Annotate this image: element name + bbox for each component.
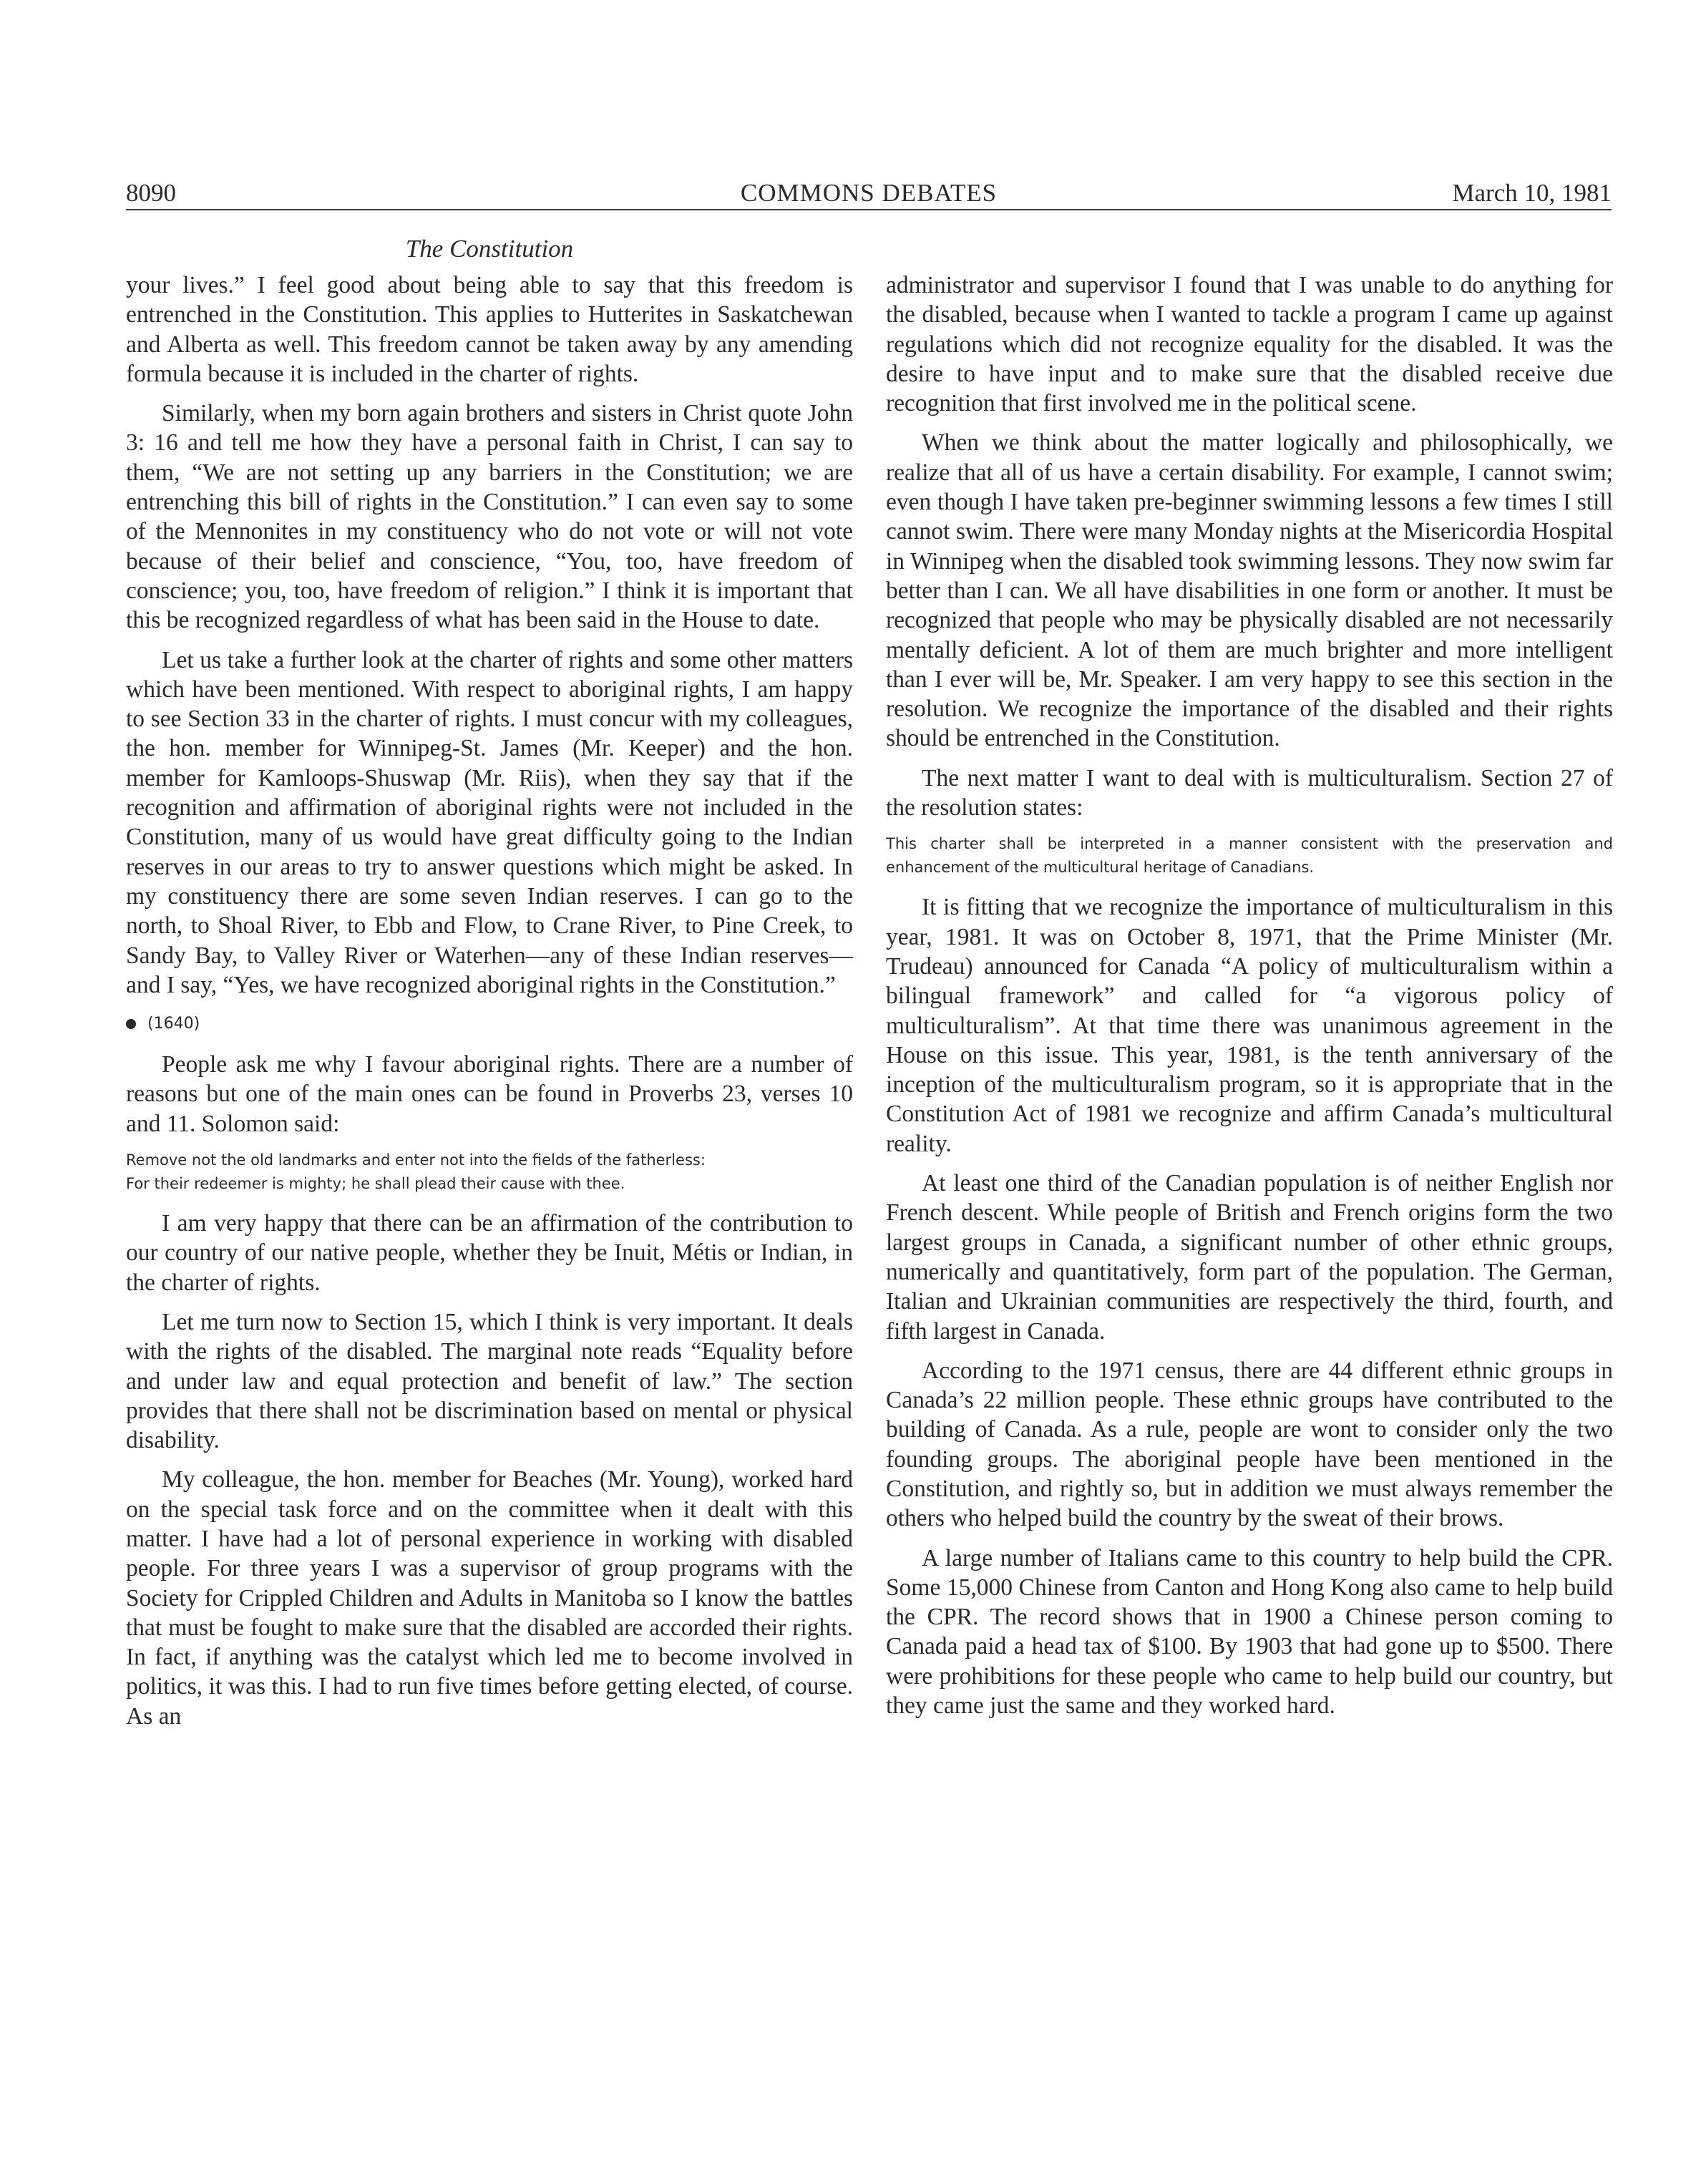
paragraph: Let me turn now to Section 15, which I think is very important. It deals with the rights of the disabled. The marginal note reads “Equality before and under law and equal protection and benefit of law.” The section provides that there shall not be discrimination based on mental or physical disability. <box>126 1308 853 1454</box>
time-marker-text: (1640) <box>147 1015 200 1033</box>
quote-line: For their redeemer is mighty; he shall plead their cause with thee. <box>126 1175 625 1193</box>
time-marker <box>126 1010 853 1038</box>
paragraph: People ask me why I favour aboriginal rights. There are a number of reasons but one of the main ones can be found in Proverbs 23, verses 10 and 11. Solomon said: <box>126 1051 853 1137</box>
page-header <box>126 176 1612 210</box>
paragraph: When we think about the matter logically and philosophically, we realize that all of us have a certain disability. For example, I cannot swim; even though I have taken pre-beginner swimming lessons a few times I still cannot swim. There were many Monday nights at the Misericordia Hospital in Winnipeg when the disabled took swimming lessons. They now swim far better than I can. We all have disabilities in one form or another. It must be recognized that people who may be physically disabled are not necessarily mentally deficient. A lot of them are much brighter and more intelligent than I ever will be, Mr. Speaker. I am very happy to see this section in the resolution. We recognize the importance of the disabled and their rights should be entrenched in the Constitution. <box>886 429 1613 752</box>
paragraph: According to the 1971 census, there are 44 different ethnic groups in Canada’s 22 million people. These ethnic groups have contributed to the building of Canada. As a rule, people are wont to consider only the two founding groups. The aboriginal people have been mentioned in the Constitution, and rightly so, but in addition we must always remember the others who helped build the country by the sweat of their brows. <box>886 1357 1613 1532</box>
paragraph: The next matter I want to deal with is multiculturalism. Section 27 of the resolution states: <box>886 764 1613 822</box>
page-number: 8090 <box>126 179 176 207</box>
paragraph: A large number of Italians came to this country to help build the CPR. Some 15,000 Chinese from Canton and Hong Kong also came to help build the CPR. The record shows that in 1900 a Chinese person coming to Canada paid a head tax of $100. By 1903 that had gone up to $500. There were prohibitions for these people who came to help build our country, but they came just the same and they worked hard. <box>886 1544 1613 1720</box>
paragraph: I am very happy that there can be an affirmation of the contribution to our country of our native people, whether they be Inuit, Métis or Indian, in the charter of rights. <box>126 1210 853 1296</box>
journal-title: COMMONS DEBATES <box>740 179 998 207</box>
paragraph: At least one third of the Canadian population is of neither English nor French descent. While people of British and French origins form the two largest groups in Canada, a significant number of other ethnic groups, numerically and quantitatively, form part of the population. The German, Italian and Ukrainian communities are respectively the third, fourth, and fifth largest in Canada. <box>886 1170 1613 1345</box>
scripture-quote <box>126 1149 853 1196</box>
paragraph: My colleague, the hon. member for Beaches (Mr. Young), worked hard on the special task force and on the committee when it dealt with this matter. I have had a lot of personal experience in working with disabled people. For three years I was a supervisor of group programs with the Society for Crippled Children and Adults in Manitoba so I know the battles that must be fought to make sure that the disabled are accorded their rights. In fact, if anything was the catalyst which led me to become involved in politics, it was this. I had to run five times before getting elected, of course. As an <box>126 1466 853 1730</box>
running-title: The Constitution <box>405 235 574 263</box>
charter-quote: This charter shall be interpreted in a manner consistent with the preservation and enhancement of the multicultural heritage of Canadians. <box>886 835 1613 877</box>
paragraph: It is fitting that we recognize the importance of multiculturalism in this year, 1981. It was on October 8, 1971, that the Prime Minister (Mr. Trudeau) announced for Canada “A policy of multiculturalism within a bilingual framework” and called for “a vigorous policy of multiculturalism”. At that time there was unanimous agreement in the House on this issue. This year, 1981, is the tenth anniversary of the inception of the multiculturalism program, so it is appropriate that in the Constitution Act of 1981 we recognize and affirm Canada’s multicultural reality. <box>886 894 1613 1157</box>
paragraph: your lives.” I feel good about being able to say that this freedom is entrenched in the Constitution. This applies to Hutterites in Saskatchewan and Alberta as well. This freedom cannot be taken away by any amending formula because it is included in the charter of rights. <box>126 272 853 387</box>
issue-date: March 10, 1981 <box>1452 179 1612 207</box>
left-column <box>126 270 853 1741</box>
right-column <box>886 270 1613 1730</box>
quote-line: Remove not the old landmarks and enter not into the fields of the fatherless: <box>126 1151 706 1169</box>
header-rule <box>126 209 1612 210</box>
bullet-icon <box>126 1019 136 1029</box>
paragraph: Let us take a further look at the charter of rights and some other matters which have been mentioned. With respect to aboriginal rights, I am happy to see Section 33 in the charter of rights. I must concur with my colleagues, the hon. member for Winnipeg-St. James (Mr. Keeper) and the hon. member for Kamloops-Shuswap (Mr. Riis), when they say that if the recognition and affirmation of aboriginal rights were not included in the Constitution, many of us would have great difficulty going to the Indian reserves in our areas to try to answer questions which might be asked. In my constituency there are some seven Indian reserves. I can go to the north, to Shoal River, to Ebb and Flow, to Crane River, to Pine Creek, to Sandy Bay, to Valley River or Waterhen—any of these Indian reserves—and I say, “Yes, we have recognized aboriginal rights in the Constitution.” <box>126 646 853 998</box>
paragraph: Similarly, when my born again brothers and sisters in Christ quote John 3: 16 and tell me how they have a personal faith in Christ, I can say to them, “We are not setting up any barriers in the Constitution; we are entrenching this bill of rights in the Constitution.” I can even say to some of the Mennonites in my constituency who do not vote or will not vote because of their belief and conscience, “You, too, have freedom of conscience; you, too, have freedom of religion.” I think it is important that this be recognized regardless of what has been said in the House to date. <box>126 400 853 634</box>
paragraph: administrator and supervisor I found that I was unable to do anything for the disabled, because when I wanted to tackle a program I came up against regulations which did not recognize equality for the disabled. It was the desire to have input and to make sure that the disabled receive due recognition that first involved me in the political scene. <box>886 272 1613 417</box>
